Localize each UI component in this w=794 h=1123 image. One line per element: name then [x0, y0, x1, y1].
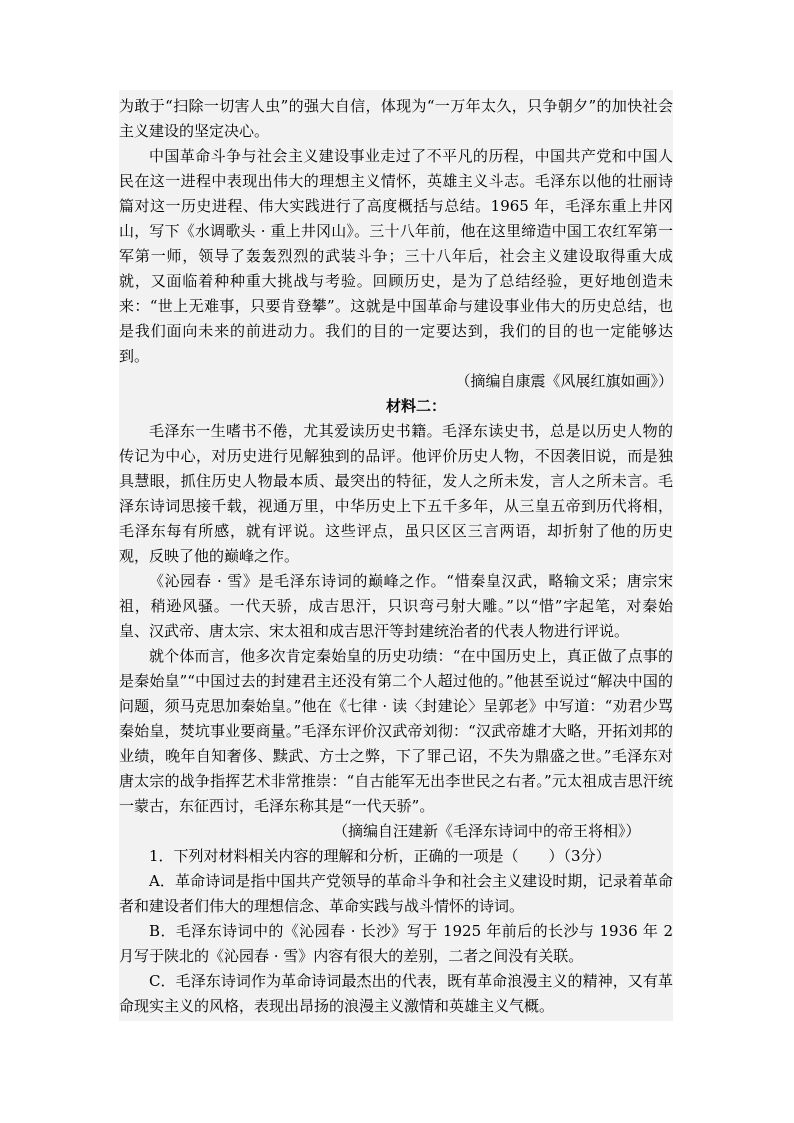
paragraph-emperors: 就个体而言，他多次肯定秦始皇的历史功绩：“在中国历史上，真正做了点事的是秦始皇”“中国过去的封建君主还没有第二个人超过他的。”他甚至说过“解决中国的问题，须马克思加秦始皇。”他在《七律 · 读〈封建论〉呈郭老》中写道：“劝君少骂秦始皇，焚坑事业要商量。”毛泽东评价汉武帝刘彻：“汉武帝雄才大略，开拓刘邦的业绩，晚年自知奢侈、黩武、方士之弊，下了罪己诏，不失为鼎盛之世。”毛泽东对唐太宗的战争指挥艺术非常推崇：“自古能军无出李世民之右者。”元太祖成吉思汗统一蒙古，东征西讨，毛泽东称其是“一代天骄”。: [119, 647, 673, 815]
source-citation-1: （摘编自康震《风展红旗如画》）: [455, 372, 673, 390]
question-1: 1．下列对材料相关内容的理解和分析，正确的一项是（ ）（3分）: [149, 847, 611, 865]
option-b: B．毛泽东诗词中的《沁园春 · 长沙》写于 1925 年前后的长沙与 1936 年 2 月写于陕北的《沁园春 · 雪》内容有很大的差别，二者之间没有关联。: [119, 922, 673, 965]
option-c: C．毛泽东诗词作为革命诗词最杰出的代表，既有革命浪漫主义的精神，又有革命现实主义的风格，表现出昂扬的浪漫主义激情和英雄主义气概。: [119, 972, 673, 1015]
paragraph-revolution-history: 中国革命斗争与社会主义建设事业走过了不平凡的历程，中国共产党和中国人民在这一进程中表现出伟大的理想主义情怀，英雄主义斗志。毛泽东以他的壮丽诗篇对这一历史进程、伟大实践进行了高度概括与总结。1965 年，毛泽东重上井冈山，写下《水调歌头 · 重上井冈山》。三十八年前，他在这里缔造中国工农红军第一军第一师，领导了轰轰烈烈的武装斗争；三十八年后，社会主义建设取得重大成就，又面临着种种重大挑战与考验。回顾历史，是为了总结经验，更好地创造未来：“世上无难事，只要肯登攀”。这就是中国革命与建设事业伟大的历史总结，也是我们面向未来的前进动力。我们的目的一定要达到，我们的目的也一定能够达到。: [119, 147, 673, 365]
intro-paragraph: 为敢于“扫除一切害人虫”的强大自信，体现为“一万年太久，只争朝夕”的加快社会主义建设的坚定决心。: [119, 97, 673, 140]
source-citation-2: （摘编自汪建新《毛泽东诗词中的帝王将相》）: [333, 822, 641, 840]
document-body: [119, 90, 673, 1021]
material-two-heading: 材料二：: [385, 397, 446, 415]
paragraph-qinyuanchun: 《沁园春 · 雪》是毛泽东诗词的巅峰之作。“惜秦皇汉武，略输文采；唐宗宋祖，稍逊风骚。一代天骄，成吉思汗，只识弯弓射大雕。”以“惜”字起笔，对秦始皇、汉武帝、唐太宗、宋太祖和成吉思汗等封建统治者的代表人物进行评说。: [119, 572, 673, 640]
paragraph-reading-history: 毛泽东一生嗜书不倦，尤其爱读历史书籍。毛泽东读史书，总是以历史人物的传记为中心，对历史进行见解独到的品评。他评价历史人物，不因袭旧说，而是独具慧眼，抓住历史人物最本质、最突出的特征，发人之所未发，言人之所未言。毛泽东诗词思接千载，视通万里，中华历史上下五千多年，从三皇五帝到历代将相，毛泽东每有所感，就有评说。这些评点，虽只区区三言两语，却折射了他的历史观，反映了他的巅峰之作。: [119, 422, 673, 565]
option-a: A．革命诗词是指中国共产党领导的革命斗争和社会主义建设时期，记录着革命者和建设者们伟大的理想信念、革命实践与战斗情怀的诗词。: [119, 872, 673, 915]
